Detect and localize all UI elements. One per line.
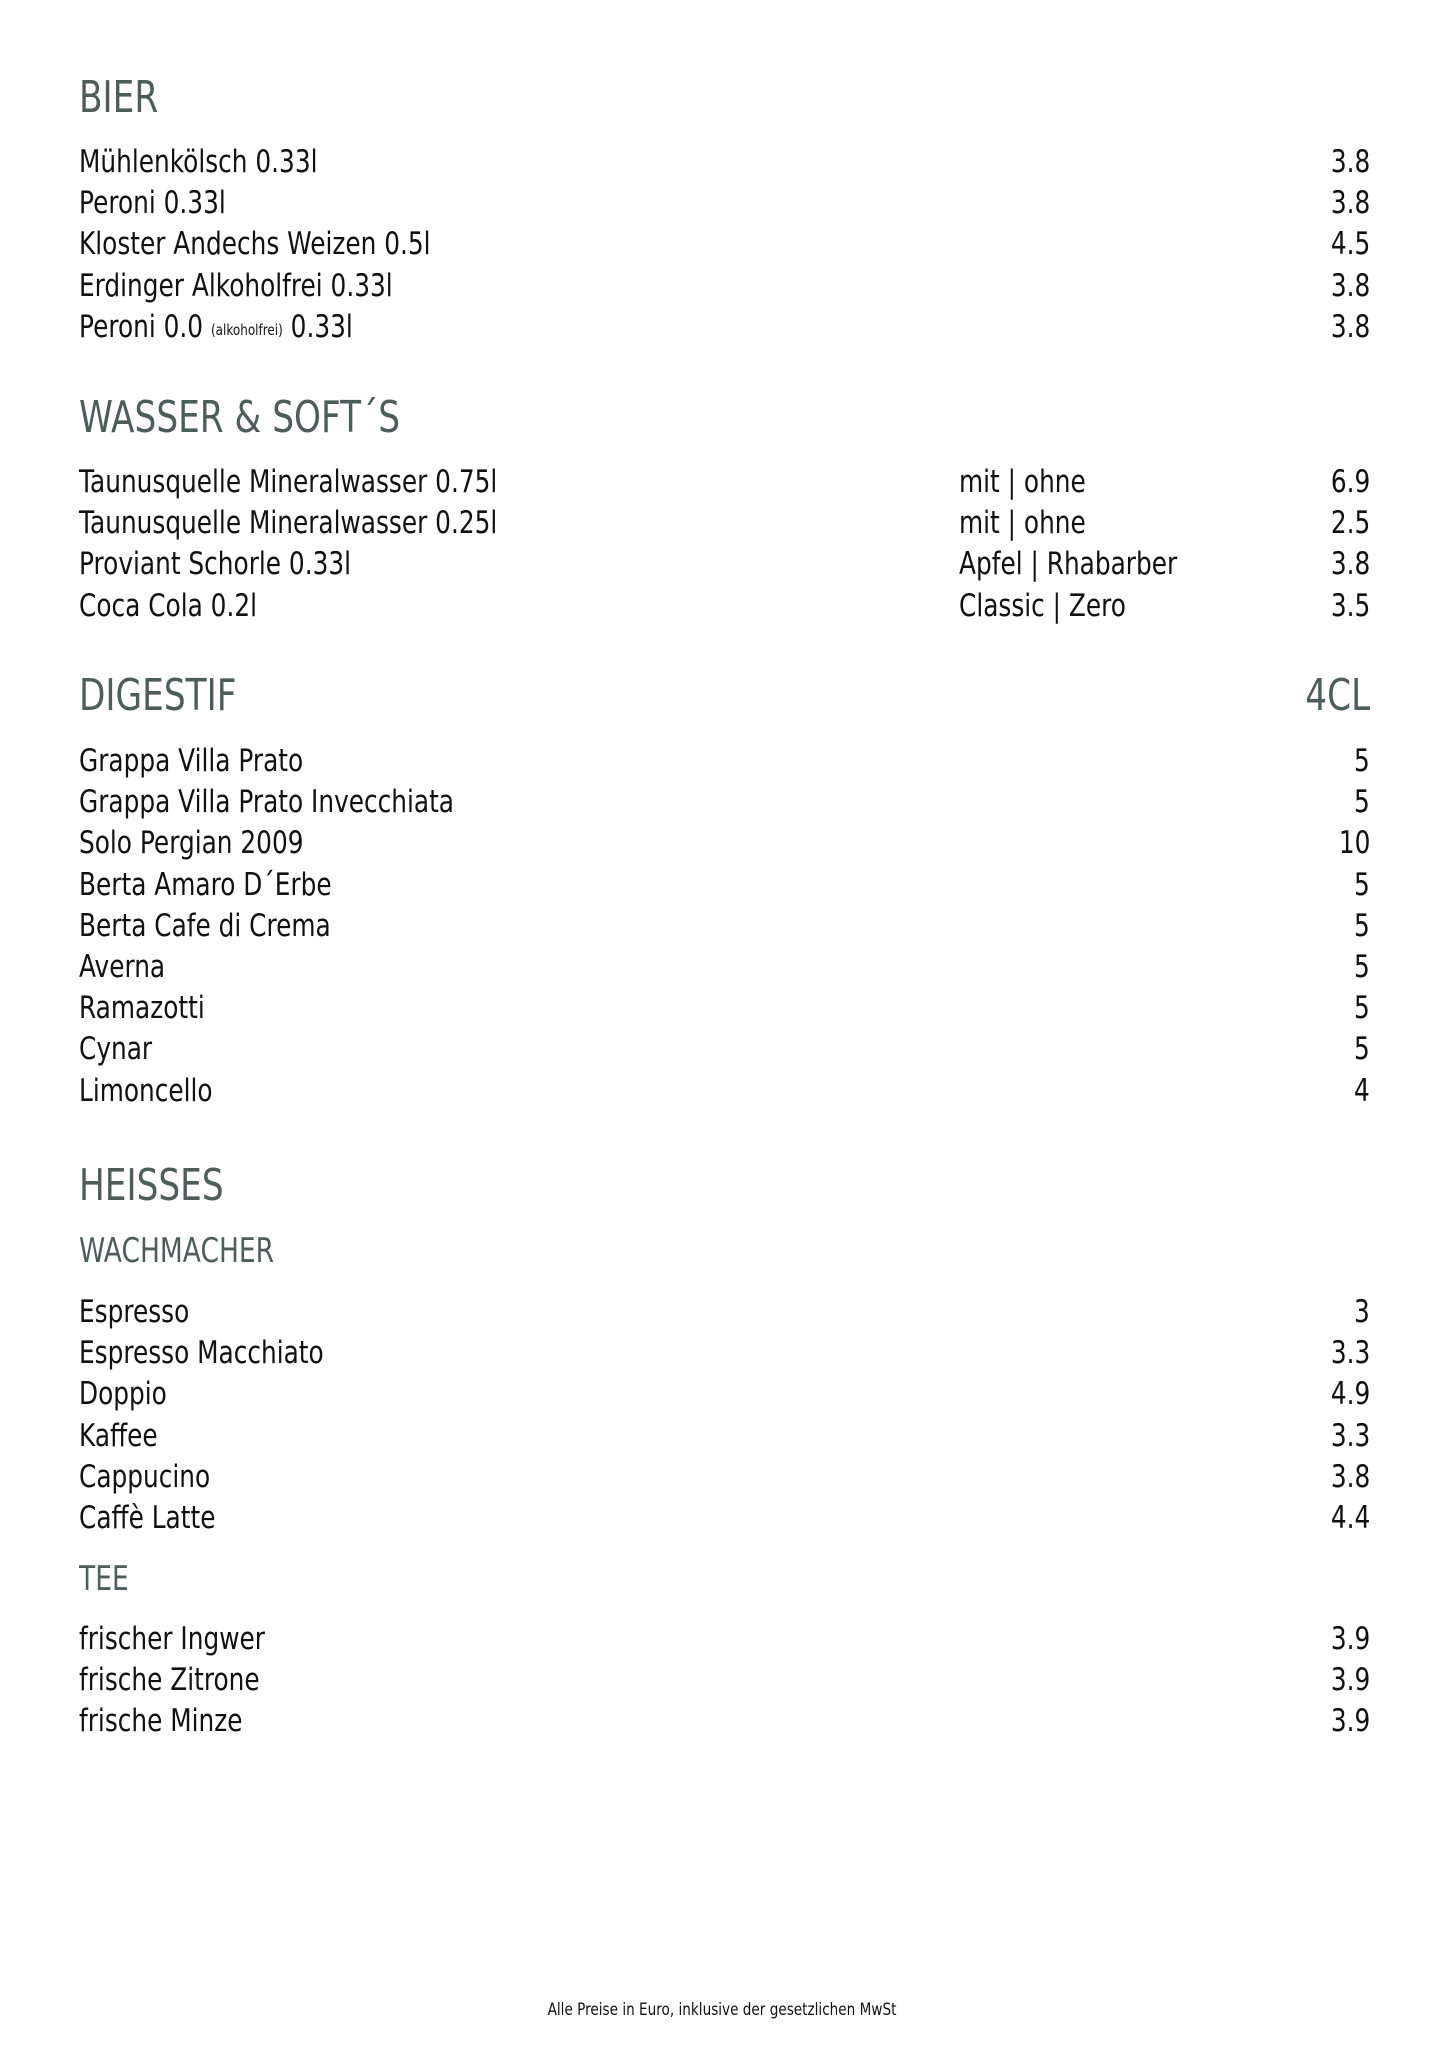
item-price: 3.9 xyxy=(1330,1621,1370,1657)
list-item xyxy=(79,782,1370,823)
list-item xyxy=(79,183,1370,224)
item-name: Cynar xyxy=(79,1031,153,1068)
item-name: Solo Pergian 2009 xyxy=(79,825,304,862)
item-variant: Classic | Zero xyxy=(959,587,1126,624)
section-header-heisses xyxy=(79,1158,1370,1214)
section-title-wasser: WASSER & SOFT´S xyxy=(79,392,401,443)
item-name: frische Zitrone xyxy=(79,1662,260,1699)
item-price: 3.8 xyxy=(1330,546,1370,583)
item-name: Berta Amaro D´Erbe xyxy=(79,866,332,903)
item-price: 5 xyxy=(1354,990,1370,1027)
item-name xyxy=(79,307,353,351)
list-wasser xyxy=(79,462,1370,627)
list-item xyxy=(79,1701,1370,1742)
footer-text: Alle Preise in Euro, inklusive der gesetzlichen MwSt xyxy=(547,2000,897,2020)
section-header-bier xyxy=(79,70,1370,126)
item-name: Coca Cola 0.2l xyxy=(79,587,257,624)
list-item xyxy=(79,544,1370,585)
item-price: 3.8 xyxy=(1330,144,1370,180)
list-item xyxy=(79,1619,1370,1660)
item-name: Peroni 0.33l xyxy=(79,185,226,222)
list-bier xyxy=(79,142,1370,348)
list-item xyxy=(79,1416,1370,1457)
item-price: 5 xyxy=(1354,866,1370,903)
item-price: 4 xyxy=(1354,1072,1370,1109)
list-item xyxy=(79,1333,1370,1374)
section-title-heisses: HEISSES xyxy=(79,1160,224,1211)
footer-note xyxy=(0,1999,1444,2021)
list-digestif xyxy=(79,741,1370,1112)
item-name: frische Minze xyxy=(79,1703,243,1740)
list-item xyxy=(79,266,1370,307)
list-item xyxy=(79,307,1370,348)
item-name: Doppio xyxy=(79,1376,167,1413)
item-price: 5 xyxy=(1354,948,1370,985)
item-name: Taunusquelle Mineralwasser 0.25l xyxy=(79,505,498,542)
item-name: Taunusquelle Mineralwasser 0.75l xyxy=(79,464,498,500)
item-price: 3.9 xyxy=(1330,1662,1370,1699)
item-name: Ramazotti xyxy=(79,990,205,1027)
list-item xyxy=(79,823,1370,864)
item-name: Kloster Andechs Weizen 0.5l xyxy=(79,226,431,263)
list-item xyxy=(79,1071,1370,1112)
item-price: 3.8 xyxy=(1330,185,1370,222)
item-name-part: Peroni 0.0 xyxy=(79,308,211,345)
item-variant: Apfel | Rhabarber xyxy=(959,546,1178,583)
list-wachmacher xyxy=(79,1292,1370,1539)
item-name: Mühlenkölsch 0.33l xyxy=(79,144,318,180)
item-name: Caffè Latte xyxy=(79,1499,216,1536)
item-price: 10 xyxy=(1338,825,1370,862)
item-price: 3.8 xyxy=(1330,308,1370,345)
item-price: 5 xyxy=(1354,907,1370,944)
item-price: 3.3 xyxy=(1330,1417,1370,1454)
subsection-title-wachmacher: WACHMACHER xyxy=(79,1231,275,1271)
list-item xyxy=(79,947,1370,988)
item-name: Grappa Villa Prato xyxy=(79,743,304,779)
item-price: 3.5 xyxy=(1330,587,1370,624)
item-price: 4.5 xyxy=(1330,226,1370,263)
item-price: 2.5 xyxy=(1330,505,1370,542)
list-item xyxy=(79,988,1370,1029)
list-item xyxy=(79,906,1370,947)
list-item xyxy=(79,503,1370,544)
item-name: Cappucino xyxy=(79,1458,211,1495)
menu-page xyxy=(79,0,1370,2048)
item-variant: mit | ohne xyxy=(959,505,1086,542)
list-item xyxy=(79,462,1370,503)
item-price: 4.4 xyxy=(1330,1499,1370,1536)
item-name: Erdinger Alkoholfrei 0.33l xyxy=(79,267,393,304)
item-variant: mit | ohne xyxy=(959,464,1086,500)
list-tee xyxy=(79,1619,1370,1743)
item-price: 3 xyxy=(1354,1294,1370,1330)
item-price: 6.9 xyxy=(1330,464,1370,500)
item-name: Espresso xyxy=(79,1294,190,1330)
list-item xyxy=(79,1292,1370,1333)
list-item xyxy=(79,865,1370,906)
list-item xyxy=(79,1374,1370,1415)
item-price: 5 xyxy=(1354,1031,1370,1068)
item-price: 5 xyxy=(1354,743,1370,779)
item-price: 5 xyxy=(1354,784,1370,821)
section-title-digestif: DIGESTIF xyxy=(79,670,237,721)
item-name: Averna xyxy=(79,948,166,985)
section-header-wasser xyxy=(79,390,1370,446)
item-name: Espresso Macchiato xyxy=(79,1335,324,1372)
item-name: Kaffee xyxy=(79,1417,158,1454)
item-price: 4.9 xyxy=(1330,1376,1370,1413)
item-price: 3.9 xyxy=(1330,1703,1370,1740)
item-note: (alkoholfrei) xyxy=(210,320,283,339)
item-name: Grappa Villa Prato Invecchiata xyxy=(79,784,455,821)
item-price: 3.8 xyxy=(1330,1458,1370,1495)
list-item xyxy=(79,1498,1370,1539)
list-item xyxy=(79,741,1370,782)
list-item xyxy=(79,1660,1370,1701)
item-price: 3.3 xyxy=(1330,1335,1370,1372)
item-price: 3.8 xyxy=(1330,267,1370,304)
list-item xyxy=(79,224,1370,265)
item-name: frischer Ingwer xyxy=(79,1621,265,1657)
section-unit-digestif: 4CL xyxy=(1305,670,1370,721)
list-item xyxy=(79,142,1370,183)
item-name: Limoncello xyxy=(79,1072,213,1109)
item-name: Berta Cafe di Crema xyxy=(79,907,331,944)
list-item xyxy=(79,586,1370,627)
item-name: Proviant Schorle 0.33l xyxy=(79,546,352,583)
subsection-title-tee: TEE xyxy=(79,1559,129,1599)
section-title-bier: BIER xyxy=(79,72,159,123)
section-header-digestif xyxy=(79,668,1370,724)
item-name-part: 0.33l xyxy=(282,308,353,345)
list-item xyxy=(79,1029,1370,1070)
list-item xyxy=(79,1457,1370,1498)
